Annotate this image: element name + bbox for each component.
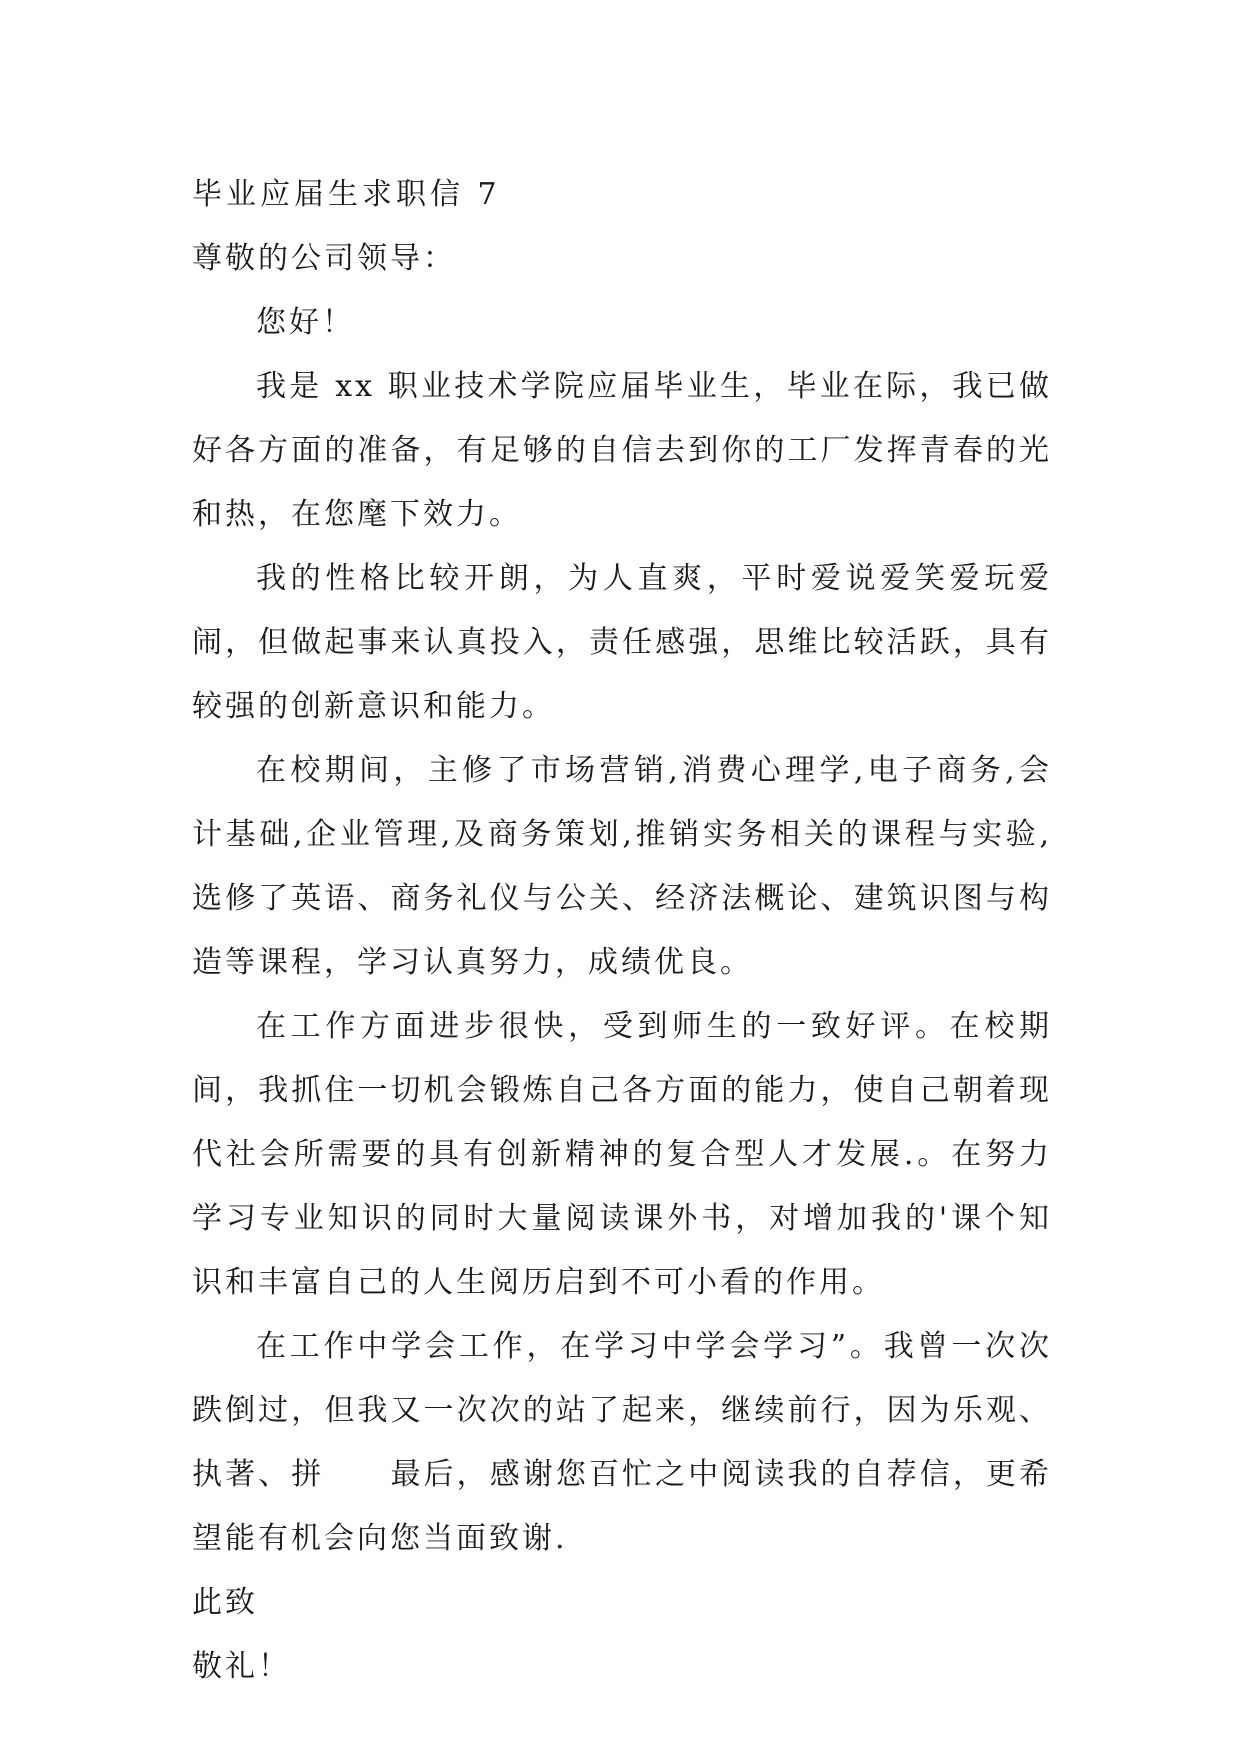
letter-body: [192, 163, 1052, 1699]
paragraph-personality: 我的性格比较开朗，为人直爽，平时爱说爱笑爱玩爱闹，但做起事来认真投入，责任感强，思维比较活跃，具有较强的创新意识和能力。: [192, 561, 1052, 724]
paragraph-intro: 我是 xx 职业技术学院应届毕业生，毕业在际，我已做好各方面的准备，有足够的自信去到你的工厂发挥青春的光和热，在您麾下效力。: [192, 369, 1052, 532]
document-title: 毕业应届生求职信 7: [192, 177, 501, 212]
paragraph-work: 在工作方面进步很快，受到师生的一致好评。在校期间，我抓住一切机会锻炼自己各方面的能力，使自己朝着现代社会所需要的具有创新精神的复合型人才发展.。在努力学习专业知识的同时大量阅读课外书，对增加我的'课个知识和丰富自己的人生阅历启到不可小看的作用。: [192, 1009, 1052, 1300]
salutation: 尊敬的公司领导：: [192, 241, 456, 276]
paragraph-closing-remarks: 在工作中学会工作，在学习中学会学习”。我曾一次次跌倒过，但我又一次次的站了起来，继续前行，因为乐观、执著、拼 最后，感谢您百忙之中阅读我的自荐信，更希望能有机会向您当面致谢.: [192, 1329, 1052, 1556]
paragraph-courses: 在校期间，主修了市场营销,消费心理学,电子商务,会计基础,企业管理,及商务策划,推销实务相关的课程与实验,选修了英语、商务礼仪与公关、经济法概论、建筑识图与构造等课程，学习认真努力，成绩优良。: [192, 753, 1052, 980]
closing-cizhi: 此致: [192, 1585, 258, 1620]
greeting: 您好！: [256, 305, 355, 340]
closing-jingli: 敬礼！: [192, 1649, 291, 1684]
